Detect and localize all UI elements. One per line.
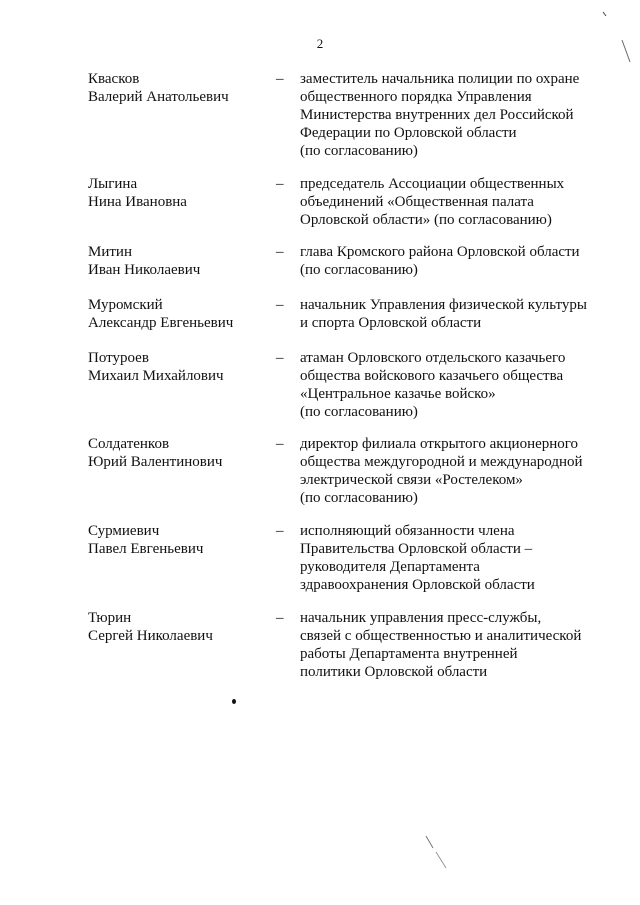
role-line: начальник Управления физической культуры	[300, 297, 587, 313]
role-line: Орловской области» (по согласованию)	[300, 212, 552, 228]
role-line: исполняющий обязанности члена	[300, 523, 515, 539]
member-name	[88, 243, 273, 279]
dash-separator: –	[276, 297, 284, 313]
member-role	[300, 435, 600, 507]
member-name	[88, 522, 273, 558]
scan-artifact-line	[603, 12, 606, 16]
dash-separator: –	[276, 244, 284, 260]
member-name	[88, 175, 273, 211]
role-line: объединений «Общественная палата	[300, 194, 534, 210]
role-line: общества войскового казачьего общества	[300, 368, 564, 384]
role-line: глава Кромского района Орловской области	[300, 244, 580, 260]
dash-separator: –	[276, 610, 284, 626]
role-line: (по согласованию)	[300, 262, 418, 278]
role-line: здравоохранения Орловской области	[300, 577, 535, 593]
role-line: общественного порядка Управления	[300, 89, 532, 105]
role-line: заместитель начальника полиции по охране	[300, 71, 580, 87]
member-surname: Митин	[88, 244, 132, 260]
role-line: работы Департамента внутренней	[300, 646, 518, 662]
dash-separator: –	[276, 436, 284, 452]
member-role	[300, 243, 600, 279]
role-line: руководителя Департамента	[300, 559, 480, 575]
member-given-names: Нина Ивановна	[88, 194, 187, 210]
member-surname: Потуроев	[88, 350, 149, 366]
scan-artifact-line	[436, 852, 446, 868]
role-line: (по согласованию)	[300, 490, 418, 506]
member-given-names: Иван Николаевич	[88, 262, 201, 278]
scan-artifact-line	[426, 836, 433, 848]
member-name	[88, 609, 273, 645]
dash-separator: –	[276, 176, 284, 192]
ink-dot-mark	[232, 699, 236, 704]
member-name	[88, 349, 273, 385]
member-role	[300, 296, 600, 332]
role-line: атаман Орловского отдельского казачьего	[300, 350, 566, 366]
dash-separator: –	[276, 71, 284, 87]
member-given-names: Валерий Анатольевич	[88, 89, 229, 105]
member-surname: Муромский	[88, 297, 163, 313]
member-role	[300, 349, 600, 421]
member-name	[88, 435, 273, 471]
member-surname: Сурмиевич	[88, 523, 160, 539]
role-line: связей с общественностью и аналитической	[300, 628, 582, 644]
member-given-names: Юрий Валентинович	[88, 454, 223, 470]
member-surname: Солдатенков	[88, 436, 170, 452]
member-surname: Лыгина	[88, 176, 138, 192]
member-role	[300, 70, 600, 160]
role-line: (по согласованию)	[300, 143, 418, 159]
member-surname: Квасков	[88, 71, 140, 87]
member-given-names: Павел Евгеньевич	[88, 541, 204, 557]
member-given-names: Александр Евгеньевич	[88, 315, 234, 331]
page-number: 2	[316, 36, 324, 51]
role-line: Правительства Орловской области –	[300, 541, 533, 557]
dash-separator: –	[276, 350, 284, 366]
member-name	[88, 70, 273, 106]
member-given-names: Михаил Михайлович	[88, 368, 224, 384]
member-given-names: Сергей Николаевич	[88, 628, 213, 644]
role-line: Министерства внутренних дел Российской	[300, 107, 574, 123]
role-line: председатель Ассоциации общественных	[300, 176, 565, 192]
member-surname: Тюрин	[88, 610, 132, 626]
dash-separator: –	[276, 523, 284, 539]
member-role	[300, 609, 600, 681]
member-role	[300, 175, 600, 229]
role-line: директор филиала открытого акционерного	[300, 436, 579, 452]
role-line: Федерации по Орловской области	[300, 125, 517, 141]
role-line: политики Орловской области	[300, 664, 488, 680]
role-line: электрической связи «Ростелеком»	[300, 472, 523, 488]
role-line: (по согласованию)	[300, 404, 418, 420]
role-line: «Центральное казачье войско»	[300, 386, 496, 402]
member-name	[88, 296, 273, 332]
role-line: общества междугородной и международной	[300, 454, 583, 470]
member-role	[300, 522, 600, 594]
role-line: и спорта Орловской области	[300, 315, 482, 331]
role-line: начальник управления пресс-службы,	[300, 610, 542, 626]
